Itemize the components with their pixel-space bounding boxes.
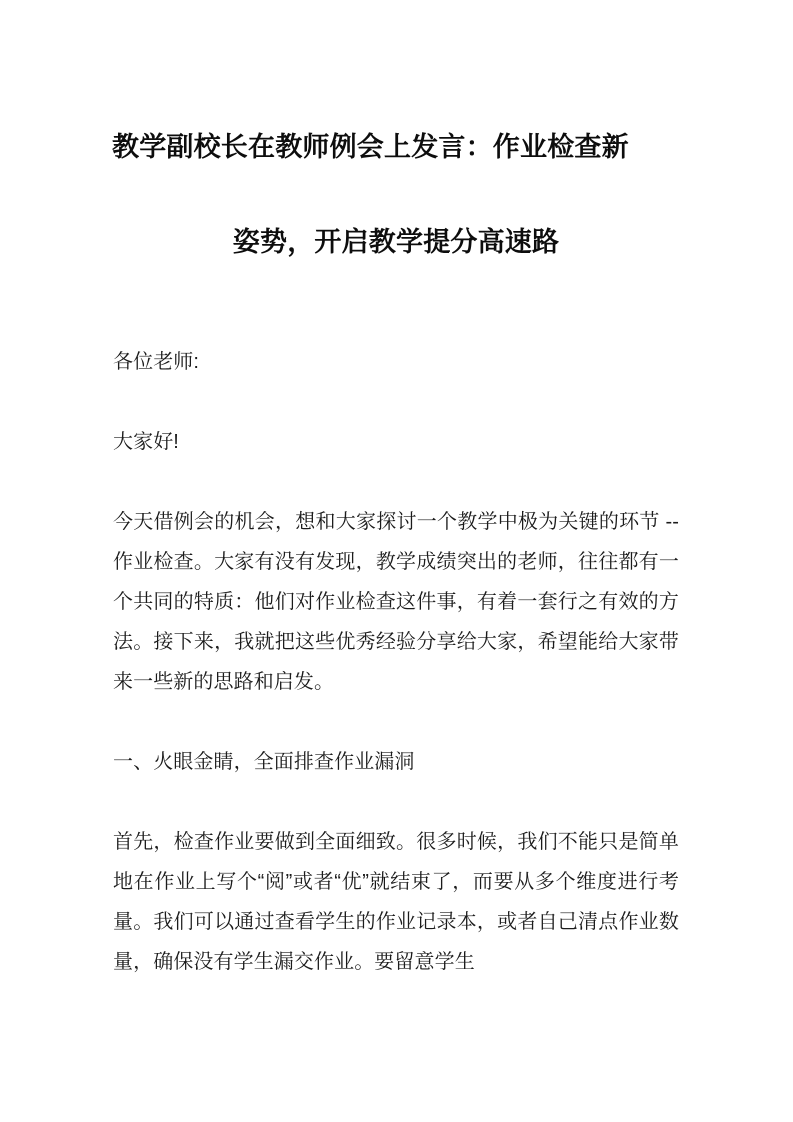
document-body	[113, 0, 679, 982]
greeting: 大家好!	[113, 431, 179, 453]
salutation: 各位老师:	[113, 351, 200, 373]
page-title	[113, 0, 679, 290]
paragraph-spacer-1	[113, 382, 679, 422]
page-title-line-2: 姿势，开启教学提分高速路	[232, 227, 560, 257]
title-body-spacer	[113, 290, 679, 342]
paragraph-spacer-2	[113, 462, 679, 502]
paragraph-intro: 今天借例会的机会，想和大家探讨一个教学中极为关键的环节 -- 作业检查。大家有没有发现，教学成绩突出的老师，往往都有一个共同的特质：他们对作业检查这件事，有着一套行之有效的方法。接下来，我就把这些优秀经验分享给大家，希望能给大家带来一些新的思路和启发。	[113, 511, 679, 693]
paragraph-section-1-body: 首先，检查作业要做到全面细致。很多时候，我们不能只是简单地在作业上写个“阅”或者“优”就结束了，而要从多个维度进行考量。我们可以通过查看学生的作业记录本，或者自己清点作业数量，确保没有学生漏交作业。要留意学生	[113, 831, 679, 973]
section-heading-1: 一、火眼金睛，全面排查作业漏洞	[113, 751, 415, 773]
page-title-line-1: 教学副校长在教师例会上发言：作业检查新	[112, 132, 629, 162]
paragraph-spacer-3	[113, 702, 679, 742]
paragraph-spacer-4	[113, 782, 679, 822]
